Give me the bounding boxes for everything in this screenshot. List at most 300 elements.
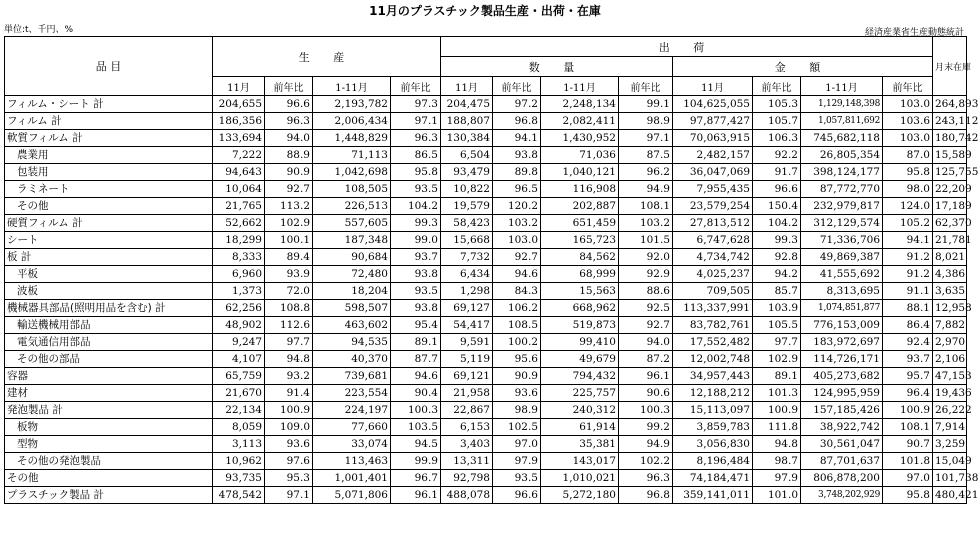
table-cell: 96.3 (391, 130, 441, 147)
table-cell: 62,370 (933, 215, 967, 232)
table-cell: 111.8 (753, 419, 801, 436)
table-cell: 98.9 (619, 113, 673, 130)
table-cell: 488,078 (441, 487, 493, 504)
table-cell: 9,591 (441, 334, 493, 351)
header-amt-ytd-yoy: 前年比 (883, 77, 933, 96)
table-cell: 116,908 (541, 181, 619, 198)
row-label: フィルム 計 (5, 113, 213, 130)
table-cell: 243,112 (933, 113, 967, 130)
table-cell: 71,113 (313, 147, 391, 164)
table-cell: 21,765 (213, 198, 265, 215)
table-cell: 7,732 (441, 249, 493, 266)
table-cell: 4,107 (213, 351, 265, 368)
table-cell: 102.9 (265, 215, 313, 232)
table-cell: 93.5 (391, 283, 441, 300)
table-cell: 113,463 (313, 453, 391, 470)
table-cell: 5,119 (441, 351, 493, 368)
table-cell: 102.5 (493, 419, 541, 436)
table-cell: 94.1 (493, 130, 541, 147)
table-cell: 92.7 (265, 181, 313, 198)
table-cell: 1,040,121 (541, 164, 619, 181)
row-label: 輸送機械用部品 (5, 317, 213, 334)
table-cell: 96.1 (619, 368, 673, 385)
table-cell: 96.8 (493, 113, 541, 130)
table-row (5, 402, 967, 419)
table-cell: 92,798 (441, 470, 493, 487)
table-cell: 2,082,411 (541, 113, 619, 130)
table-cell: 15,113,097 (673, 402, 753, 419)
row-label: 農業用 (5, 147, 213, 164)
row-label: 型物 (5, 436, 213, 453)
table-cell: 6,153 (441, 419, 493, 436)
row-label: 機械器具部品(照明用品を含む) 計 (5, 300, 213, 317)
table-cell: 94.9 (619, 181, 673, 198)
table-cell: 94.5 (391, 436, 441, 453)
table-cell: 97.3 (391, 96, 441, 113)
table-cell: 124,995,959 (801, 385, 883, 402)
table-cell: 1,010,021 (541, 470, 619, 487)
table-cell: 225,757 (541, 385, 619, 402)
table-cell: 103.9 (753, 300, 801, 317)
table-cell: 34,957,443 (673, 368, 753, 385)
table-cell: 97.1 (391, 113, 441, 130)
table-cell: 1,057,811,692 (801, 113, 883, 130)
table-cell: 101.8 (883, 453, 933, 470)
header-qty-month-yoy: 前年比 (493, 77, 541, 96)
table-cell: 4,025,237 (673, 266, 753, 283)
table-row (5, 283, 967, 300)
table-cell: 3,748,202,929 (801, 487, 883, 504)
table-cell: 5,071,806 (313, 487, 391, 504)
table-cell: 224,197 (313, 402, 391, 419)
row-label: 包装用 (5, 164, 213, 181)
table-cell: 96.8 (619, 487, 673, 504)
table-cell: 97.7 (265, 334, 313, 351)
table-cell: 312,129,574 (801, 215, 883, 232)
table-cell: 21,781 (933, 232, 967, 249)
table-cell: 97,877,427 (673, 113, 753, 130)
table-cell: 40,370 (313, 351, 391, 368)
row-label: 容器 (5, 368, 213, 385)
table-row (5, 368, 967, 385)
header-inventory: 月末在庫 (933, 37, 967, 96)
table-cell: 10,064 (213, 181, 265, 198)
table-cell: 93.8 (391, 300, 441, 317)
table-cell: 93.6 (265, 436, 313, 453)
table-cell: 71,336,706 (801, 232, 883, 249)
table-cell: 99.3 (753, 232, 801, 249)
table-cell: 15,563 (541, 283, 619, 300)
table-cell: 72,480 (313, 266, 391, 283)
page-title: 11月のプラスチック製品生産・出荷・在庫 (369, 4, 601, 18)
table-cell: 105.2 (883, 215, 933, 232)
table-cell: 113.2 (265, 198, 313, 215)
table-cell: 106.3 (753, 130, 801, 147)
table-cell: 69,121 (441, 368, 493, 385)
table-cell: 143,017 (541, 453, 619, 470)
table-cell: 125,755 (933, 164, 967, 181)
header-prod-month-yoy: 前年比 (265, 77, 313, 96)
table-cell: 58,423 (441, 215, 493, 232)
table-cell: 18,299 (213, 232, 265, 249)
table-cell: 21,670 (213, 385, 265, 402)
table-row (5, 181, 967, 198)
table-cell: 93.8 (391, 266, 441, 283)
table-cell: 85.7 (753, 283, 801, 300)
table-cell: 91.2 (883, 266, 933, 283)
header-prod-month: 11月 (213, 77, 265, 96)
table-row (5, 436, 967, 453)
table-cell: 92.9 (619, 266, 673, 283)
row-label: 電気通信用部品 (5, 334, 213, 351)
table-cell: 87.5 (619, 147, 673, 164)
table-cell: 93.8 (493, 147, 541, 164)
table-body (5, 96, 978, 504)
table-cell: 2,248,134 (541, 96, 619, 113)
table-cell: 94.6 (391, 368, 441, 385)
table-cell: 87.7 (391, 351, 441, 368)
table-cell: 2,970 (933, 334, 967, 351)
row-label: その他 (5, 198, 213, 215)
table-cell: 8,313,695 (801, 283, 883, 300)
table-cell: 96.7 (391, 470, 441, 487)
table-cell: 188,807 (441, 113, 493, 130)
table-row (5, 300, 967, 317)
table-cell: 519,873 (541, 317, 619, 334)
table-cell: 97.9 (493, 453, 541, 470)
table-cell: 6,747,628 (673, 232, 753, 249)
table-cell: 108,505 (313, 181, 391, 198)
table-row (5, 334, 967, 351)
table-cell: 49,869,387 (801, 249, 883, 266)
table-cell: 87.2 (619, 351, 673, 368)
table-cell: 557,605 (313, 215, 391, 232)
table-cell: 49,679 (541, 351, 619, 368)
header-production: 生 産 (213, 37, 441, 77)
table-cell: 95.3 (265, 470, 313, 487)
table-cell: 99.0 (391, 232, 441, 249)
table-cell: 36,047,069 (673, 164, 753, 181)
table-row (5, 266, 967, 283)
table-cell: 21,958 (441, 385, 493, 402)
table-cell: 47,153 (933, 368, 967, 385)
table-cell: 94.2 (753, 266, 801, 283)
table-cell: 27,813,512 (673, 215, 753, 232)
table-cell: 95.8 (883, 164, 933, 181)
table-cell: 88.1 (883, 300, 933, 317)
table-cell: 4,386 (933, 266, 967, 283)
table-cell: 480,421 (933, 487, 967, 504)
table-cell: 204,655 (213, 96, 265, 113)
table-row (5, 147, 967, 164)
table-cell: 98.0 (883, 181, 933, 198)
table-cell: 101.0 (753, 487, 801, 504)
table-cell: 94.0 (619, 334, 673, 351)
table-cell: 98.9 (493, 402, 541, 419)
table-cell: 4,734,742 (673, 249, 753, 266)
table-cell: 97.1 (265, 487, 313, 504)
table-cell: 359,141,011 (673, 487, 753, 504)
table-cell: 96.1 (391, 487, 441, 504)
table-cell: 87.0 (883, 147, 933, 164)
row-label: 板 計 (5, 249, 213, 266)
table-cell: 165,723 (541, 232, 619, 249)
table-cell: 183,972,697 (801, 334, 883, 351)
table-cell: 108.5 (493, 317, 541, 334)
table-cell: 19,579 (441, 198, 493, 215)
table-cell: 26,222 (933, 402, 967, 419)
table-cell: 598,507 (313, 300, 391, 317)
table-cell: 478,542 (213, 487, 265, 504)
table-cell: 223,554 (313, 385, 391, 402)
table-cell: 463,602 (313, 317, 391, 334)
row-label: シート (5, 232, 213, 249)
table-cell: 93,479 (441, 164, 493, 181)
table-cell: 92.7 (619, 317, 673, 334)
table-row (5, 385, 967, 402)
table-cell: 69,127 (441, 300, 493, 317)
table-cell: 109.0 (265, 419, 313, 436)
table-cell: 94.9 (619, 436, 673, 453)
table-cell: 84.3 (493, 283, 541, 300)
row-label: 平板 (5, 266, 213, 283)
table-cell: 96.2 (619, 164, 673, 181)
table-cell: 62,256 (213, 300, 265, 317)
table-cell: 1,298 (441, 283, 493, 300)
row-label: 板物 (5, 419, 213, 436)
table-cell: 3,259 (933, 436, 967, 453)
table-cell: 3,403 (441, 436, 493, 453)
table-cell: 92.7 (493, 249, 541, 266)
table-cell: 92.8 (753, 249, 801, 266)
table-cell: 3,056,830 (673, 436, 753, 453)
table-cell: 204,475 (441, 96, 493, 113)
table-cell: 101.5 (619, 232, 673, 249)
table-cell: 3,859,783 (673, 419, 753, 436)
header-prod-ytd: 1-11月 (313, 77, 391, 96)
table-cell: 92.5 (619, 300, 673, 317)
table-cell: 90.6 (619, 385, 673, 402)
table-cell: 776,153,009 (801, 317, 883, 334)
table-cell: 93.7 (391, 249, 441, 266)
table-cell: 100.1 (265, 232, 313, 249)
table-row (5, 164, 967, 181)
table-cell: 89.1 (753, 368, 801, 385)
table-cell: 103.2 (493, 215, 541, 232)
table-cell: 6,960 (213, 266, 265, 283)
table-cell: 92.0 (619, 249, 673, 266)
table-cell: 90.7 (883, 436, 933, 453)
table-cell: 61,914 (541, 419, 619, 436)
table-cell: 65,759 (213, 368, 265, 385)
table-cell: 7,222 (213, 147, 265, 164)
table-cell: 100.9 (753, 402, 801, 419)
table-cell: 71,036 (541, 147, 619, 164)
table-cell: 94.8 (265, 351, 313, 368)
table-row (5, 351, 967, 368)
table-cell: 96.3 (619, 470, 673, 487)
table-cell: 97.0 (493, 436, 541, 453)
table-cell: 10,822 (441, 181, 493, 198)
table-cell: 89.1 (391, 334, 441, 351)
table-cell: 739,681 (313, 368, 391, 385)
table-cell: 22,134 (213, 402, 265, 419)
row-label: 波板 (5, 283, 213, 300)
table-cell: 99.2 (619, 419, 673, 436)
table-cell: 1,074,851,877 (801, 300, 883, 317)
table-cell: 97.1 (619, 130, 673, 147)
table-cell: 1,129,148,398 (801, 96, 883, 113)
table-cell: 99.1 (619, 96, 673, 113)
table-cell: 15,589 (933, 147, 967, 164)
table-cell: 794,432 (541, 368, 619, 385)
row-label: 発泡製品 計 (5, 402, 213, 419)
table-cell: 745,682,118 (801, 130, 883, 147)
table-row (5, 487, 967, 504)
statistics-table (4, 36, 978, 504)
table-cell: 2,482,157 (673, 147, 753, 164)
table-cell: 1,001,401 (313, 470, 391, 487)
table-cell: 240,312 (541, 402, 619, 419)
table-cell: 38,922,742 (801, 419, 883, 436)
table-cell: 93.2 (265, 368, 313, 385)
table-cell: 150.4 (753, 198, 801, 215)
table-cell: 2,006,434 (313, 113, 391, 130)
table-cell: 3,635 (933, 283, 967, 300)
table-cell: 103.0 (883, 96, 933, 113)
row-label: 軟質フィルム 計 (5, 130, 213, 147)
table-cell: 130,384 (441, 130, 493, 147)
row-label: その他の発泡製品 (5, 453, 213, 470)
table-row (5, 419, 967, 436)
table-cell: 103.0 (493, 232, 541, 249)
table-cell: 91.7 (753, 164, 801, 181)
table-cell: 90.4 (391, 385, 441, 402)
header-qty-month: 11月 (441, 77, 493, 96)
table-cell: 95.6 (493, 351, 541, 368)
table-cell: 91.2 (883, 249, 933, 266)
table-cell: 102.9 (753, 351, 801, 368)
table-cell: 108.8 (265, 300, 313, 317)
table-cell: 77,660 (313, 419, 391, 436)
table-cell: 405,273,682 (801, 368, 883, 385)
table-cell: 99,410 (541, 334, 619, 351)
table-cell: 108.1 (883, 419, 933, 436)
table-cell: 97.7 (753, 334, 801, 351)
table-cell: 97.2 (493, 96, 541, 113)
table-cell: 99.3 (391, 215, 441, 232)
table-cell: 100.9 (883, 402, 933, 419)
header-prod-ytd-yoy: 前年比 (391, 77, 441, 96)
table-cell: 93.5 (493, 470, 541, 487)
table-row (5, 198, 967, 215)
table-cell: 92.2 (753, 147, 801, 164)
table-cell: 84,562 (541, 249, 619, 266)
table-row (5, 470, 967, 487)
table-cell: 12,002,748 (673, 351, 753, 368)
table-cell: 3,113 (213, 436, 265, 453)
table-cell: 264,893 (933, 96, 967, 113)
table-cell: 94.1 (883, 232, 933, 249)
table-cell: 94.8 (753, 436, 801, 453)
table-cell: 100.2 (493, 334, 541, 351)
table-cell: 651,459 (541, 215, 619, 232)
header-amount: 金 額 (673, 57, 933, 77)
table-cell: 8,021 (933, 249, 967, 266)
row-label: 建材 (5, 385, 213, 402)
table-cell: 70,063,915 (673, 130, 753, 147)
table-cell: 12,188,212 (673, 385, 753, 402)
table-cell: 100.3 (619, 402, 673, 419)
table-cell: 90.9 (493, 368, 541, 385)
table-cell: 113,337,991 (673, 300, 753, 317)
row-label: フィルム・シート 計 (5, 96, 213, 113)
table-cell: 180,742 (933, 130, 967, 147)
table-cell: 93.5 (391, 181, 441, 198)
table-cell: 26,805,354 (801, 147, 883, 164)
table-cell: 95.8 (883, 487, 933, 504)
table-cell: 101.3 (753, 385, 801, 402)
table-cell: 48,902 (213, 317, 265, 334)
header-qty-ytd: 1-11月 (541, 77, 619, 96)
table-cell: 15,049 (933, 453, 967, 470)
table-cell: 103.2 (619, 215, 673, 232)
header-amt-month: 11月 (673, 77, 753, 96)
table-cell: 91.1 (883, 283, 933, 300)
row-label: 硬質フィルム 計 (5, 215, 213, 232)
table-cell: 91.4 (265, 385, 313, 402)
table-row (5, 232, 967, 249)
table-cell: 93.6 (493, 385, 541, 402)
table-cell: 668,962 (541, 300, 619, 317)
table-cell: 94,643 (213, 164, 265, 181)
source-label: 経済産業省生産動態統計 (864, 28, 964, 38)
row-label: プラスチック製品 計 (5, 487, 213, 504)
table-cell: 72.0 (265, 283, 313, 300)
table-cell: 2,193,782 (313, 96, 391, 113)
table-cell: 105.3 (753, 96, 801, 113)
table-cell: 93.7 (883, 351, 933, 368)
table-cell: 96.6 (753, 181, 801, 198)
table-cell: 1,448,829 (313, 130, 391, 147)
table-row (5, 453, 967, 470)
table-cell: 95.4 (391, 317, 441, 334)
header-quantity: 数 量 (441, 57, 673, 77)
header-amt-month-yoy: 前年比 (753, 77, 801, 96)
table-cell: 157,185,426 (801, 402, 883, 419)
table-cell: 95.7 (883, 368, 933, 385)
table-cell: 89.4 (265, 249, 313, 266)
table-cell: 105.5 (753, 317, 801, 334)
table-cell: 114,726,171 (801, 351, 883, 368)
table-cell: 102.2 (619, 453, 673, 470)
table-cell: 18,204 (313, 283, 391, 300)
table-cell: 709,505 (673, 283, 753, 300)
table-cell: 83,782,761 (673, 317, 753, 334)
table-cell: 35,381 (541, 436, 619, 453)
table-cell: 104.2 (753, 215, 801, 232)
table-row (5, 96, 967, 113)
table-cell: 86.4 (883, 317, 933, 334)
table-cell: 187,348 (313, 232, 391, 249)
table-cell: 806,878,200 (801, 470, 883, 487)
table-cell: 1,373 (213, 283, 265, 300)
table-cell: 99.9 (391, 453, 441, 470)
table-cell: 9,247 (213, 334, 265, 351)
table-cell: 90.9 (265, 164, 313, 181)
table-cell: 96.4 (883, 385, 933, 402)
table-cell: 226,513 (313, 198, 391, 215)
